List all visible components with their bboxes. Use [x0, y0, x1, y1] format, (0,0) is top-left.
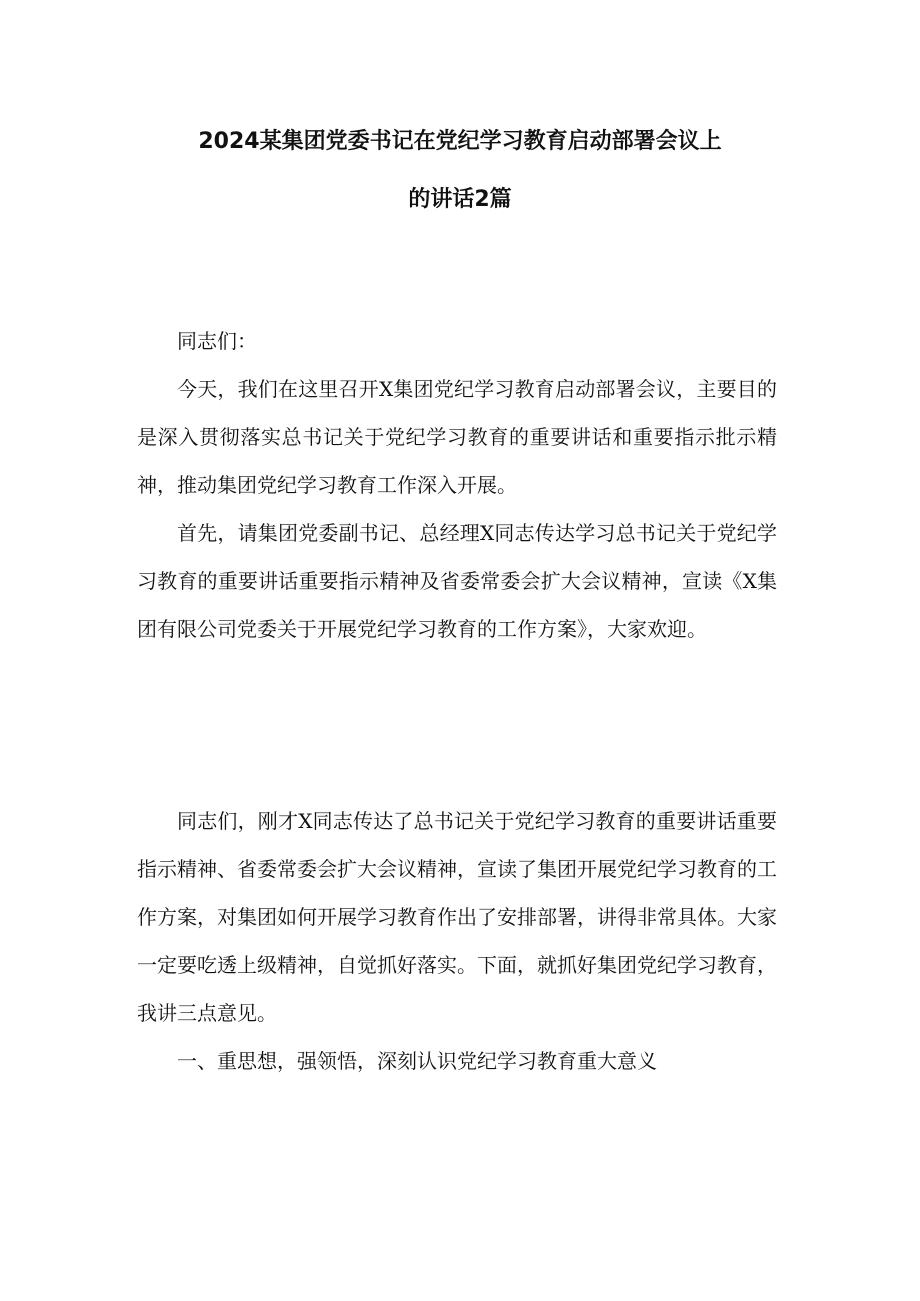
greeting: 同志们：	[177, 329, 257, 353]
document-title-line-2: 的讲话2篇	[408, 187, 512, 212]
section-heading-1: 一、重思想，强领悟，深刻认识党纪学习教育重大意义	[177, 1049, 657, 1073]
paragraph-speech-intro: 同志们，刚才X同志传达了总书记关于党纪学习教育的重要讲话重要指示精神、省委常委会扩大会议精神，宣读了集团开展党纪学习教育的工作方案，对集团如何开展学习教育作出了安排部署，讲得非常具体。大家一定要吃透上级精神，自觉抓好落实。下面，就抓好集团党纪学习教育，我讲三点意见。	[137, 809, 777, 1025]
paragraph-opening: 今天，我们在这里召开X集团党纪学习教育启动部署会议，主要目的是深入贯彻落实总书记关于党纪学习教育的重要讲话和重要指示批示精神，推动集团党纪学习教育工作深入开展。	[137, 377, 777, 497]
document-title-line-1: 2024某集团党委书记在党纪学习教育启动部署会议上	[198, 129, 722, 154]
paragraph-agenda: 首先，请集团党委副书记、总经理X同志传达学习总书记关于党纪学习教育的重要讲话重要指示精神及省委常委会扩大会议精神，宣读《X集团有限公司党委关于开展党纪学习教育的工作方案》，大家欢迎。	[137, 521, 777, 641]
